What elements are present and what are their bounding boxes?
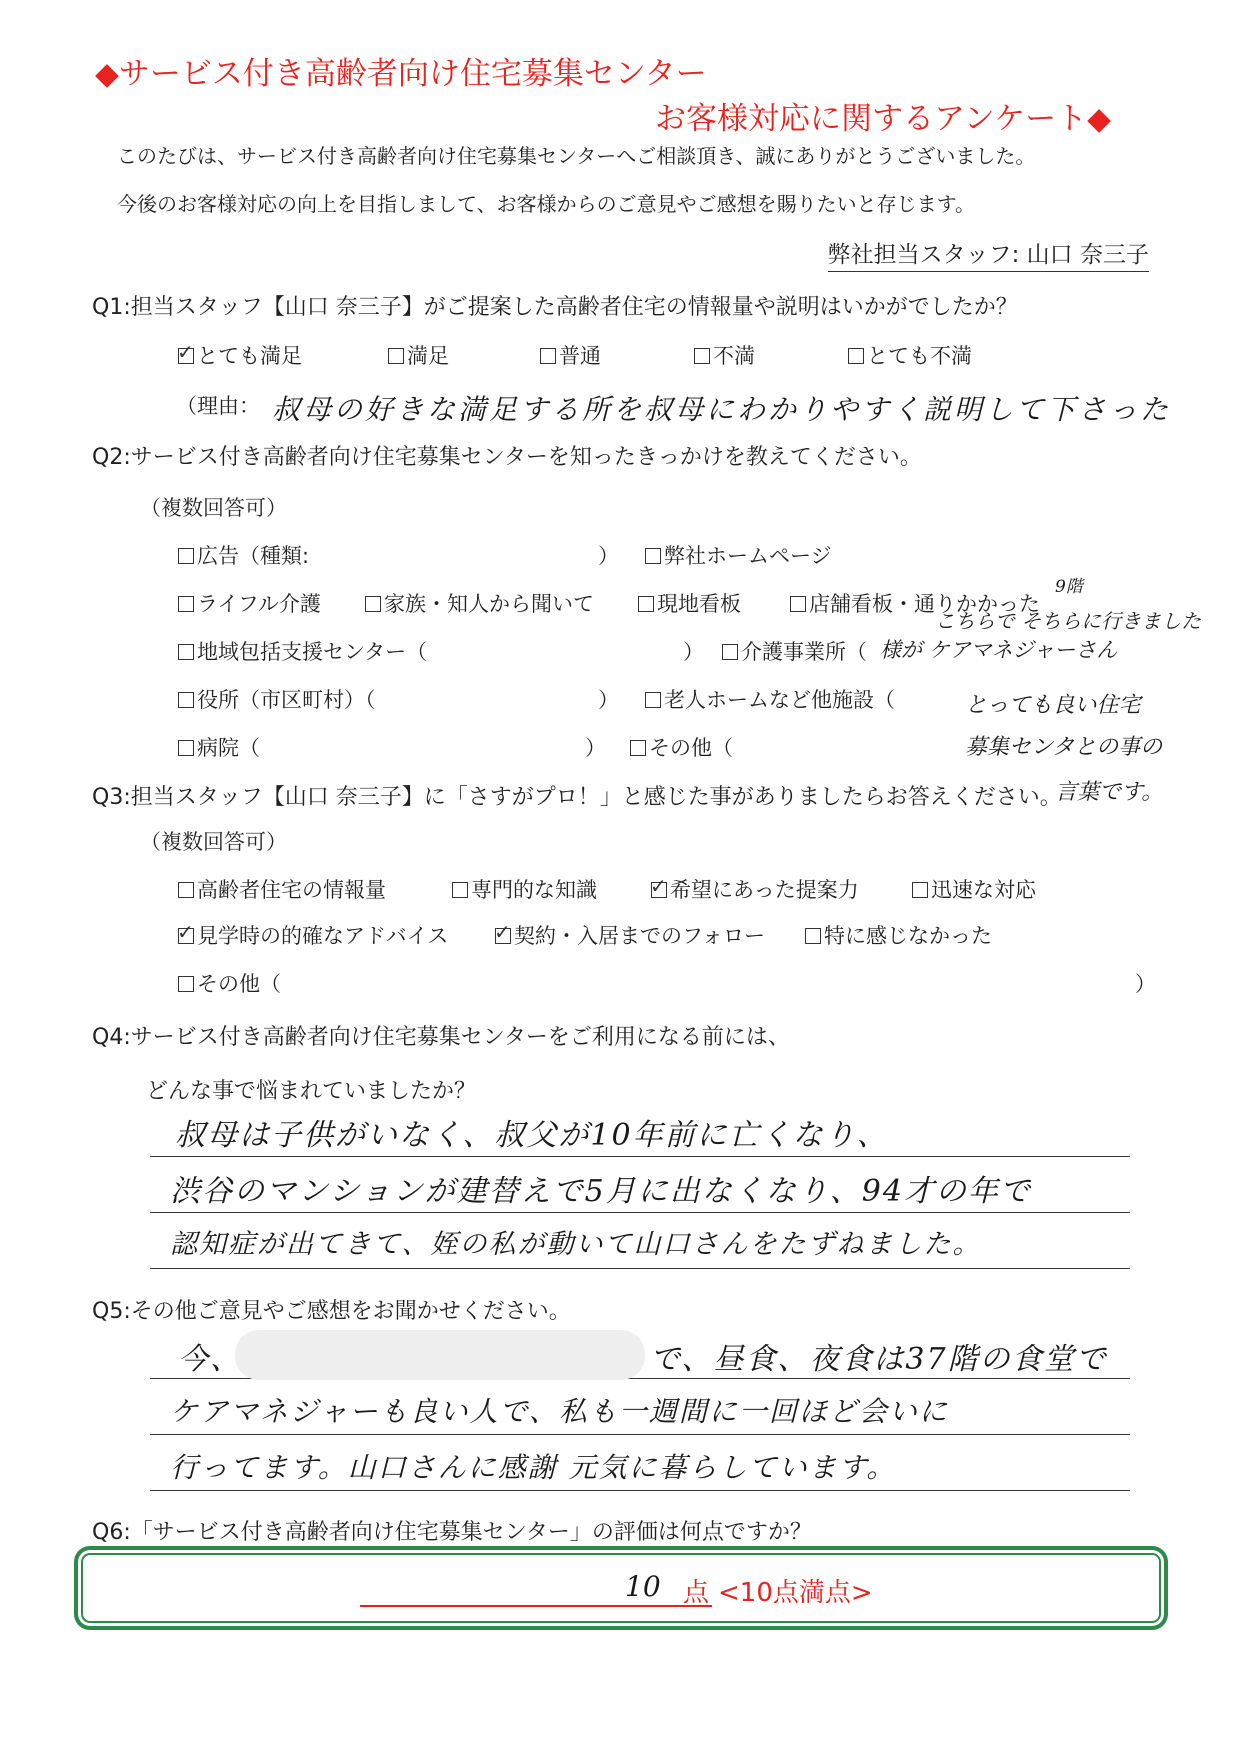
checkbox[interactable] bbox=[645, 548, 661, 564]
check-mark-icon: ✓ bbox=[177, 920, 194, 944]
q2-hospital-close: ） bbox=[585, 736, 606, 760]
q3-option-advice[interactable]: ✓ 見学時の的確なアドバイス bbox=[177, 920, 449, 948]
q2-option-hospital[interactable]: 病院（ bbox=[178, 732, 260, 762]
check-mark-icon: ✓ bbox=[494, 920, 511, 944]
q4-answer-rule-3 bbox=[150, 1268, 1130, 1269]
score-underline bbox=[360, 1605, 712, 1607]
q2-option-city-office[interactable]: 役所（市区町村）（ bbox=[178, 684, 376, 714]
q2-option-elder-home[interactable]: 老人ホームなど他施設（ bbox=[645, 684, 895, 714]
q1-option-satisfied[interactable]: 満足 bbox=[388, 340, 449, 370]
checkbox[interactable] bbox=[178, 548, 194, 564]
q1-reason-label: （理由： bbox=[176, 394, 260, 418]
q2-handwriting-note-1: こちらで そちらに行きました bbox=[935, 609, 1202, 633]
q3-question: Q3:担当スタッフ【山口 奈三子】に「さすがプロ！」と感じた事がありましたらお答えください。 bbox=[92, 785, 1062, 810]
checkbox[interactable] bbox=[178, 882, 194, 898]
checkbox[interactable] bbox=[722, 644, 738, 660]
q3-option-info[interactable]: 高齢者住宅の情報量 bbox=[178, 874, 386, 904]
q1-reason-handwriting: 叔母の好きな満足する所を叔母にわかりやすく説明して下さった bbox=[272, 393, 1172, 426]
score-frame bbox=[74, 1546, 1168, 1630]
q5-answer-rule-2 bbox=[150, 1434, 1130, 1435]
q5-answer-line-3: 行ってます。山口さんに感謝 元気に暮らしています。 bbox=[170, 1451, 897, 1484]
checkbox[interactable] bbox=[452, 882, 468, 898]
check-mark-icon: ✓ bbox=[650, 874, 667, 898]
checkbox-checked[interactable] bbox=[650, 874, 667, 898]
checkbox[interactable] bbox=[388, 348, 404, 364]
q1-option-very-dissatisfied[interactable]: とても不満 bbox=[848, 340, 972, 370]
q2-option-shop-sign[interactable]: 店舗看板・通りかかった bbox=[790, 588, 1040, 618]
check-mark-icon: ✓ bbox=[177, 340, 194, 364]
checkbox-checked[interactable] bbox=[494, 920, 511, 944]
q4-question-line-1: Q4:サービス付き高齢者向け住宅募集センターをご利用になる前には、 bbox=[92, 1025, 790, 1050]
q3-option-other[interactable]: その他（ bbox=[178, 968, 281, 998]
checkbox[interactable] bbox=[178, 644, 194, 660]
q2-option-other[interactable]: その他（ bbox=[630, 732, 733, 762]
checkbox-checked[interactable] bbox=[177, 340, 194, 364]
checkbox[interactable] bbox=[630, 740, 646, 756]
survey-title: ◆サービス付き高齢者向け住宅募集センター bbox=[95, 56, 707, 92]
checkbox[interactable] bbox=[178, 596, 194, 612]
checkbox[interactable] bbox=[848, 348, 864, 364]
q5-answer-line-2: ケアマネジャーも良い人で、私も一週間に一回ほど会いに bbox=[170, 1395, 949, 1428]
q1-option-dissatisfied[interactable]: 不満 bbox=[694, 340, 755, 370]
checkbox[interactable] bbox=[540, 348, 556, 364]
q3-option-proposal[interactable]: ✓ 希望にあった提案力 bbox=[650, 874, 859, 902]
q4-answer-line-2: 渋谷のマンションが建替えで5月に出なくなり、94才の年で bbox=[170, 1174, 1032, 1209]
q3-option-knowledge[interactable]: 専門的な知識 bbox=[452, 874, 597, 904]
checkbox[interactable] bbox=[645, 692, 661, 708]
intro-line-1: このたびは、サービス付き高齢者向け住宅募集センターへご相談頂き、誠にありがとうございました。 bbox=[117, 144, 1036, 168]
checkbox[interactable] bbox=[178, 740, 194, 756]
q2-question: Q2:サービス付き高齢者向け住宅募集センターを知ったきっかけを教えてください。 bbox=[92, 445, 922, 470]
intro-line-2: 今後のお客様対応の向上を目指しまして、お客様からのご意見やご感想を賜りたいと存じます。 bbox=[117, 192, 975, 216]
q1-option-very-satisfied[interactable]: ✓ とても満足 bbox=[177, 340, 302, 368]
q2-option-support-center[interactable]: 地域包括支援センター（ bbox=[178, 636, 427, 666]
q2-ad-close: ） bbox=[598, 544, 619, 568]
checkbox[interactable] bbox=[365, 596, 381, 612]
checkbox[interactable] bbox=[638, 596, 654, 612]
q5-answer-rule-3 bbox=[150, 1490, 1130, 1491]
q2-option-ad[interactable]: 広告（種類: bbox=[178, 540, 309, 570]
q2-option-homepage[interactable]: 弊社ホームページ bbox=[645, 540, 832, 570]
q2-handwriting-note-2: とっても良い住宅 bbox=[965, 693, 1141, 718]
q4-answer-rule-2 bbox=[150, 1212, 1130, 1213]
q3-multi-note: （複数回答可） bbox=[140, 830, 287, 854]
q3-other-close: ） bbox=[1135, 972, 1156, 996]
q4-answer-line-3: 認知症が出てきて、姪の私が動いて山口さんをたずねました。 bbox=[170, 1229, 982, 1260]
redacted-area bbox=[235, 1330, 645, 1380]
q3-option-quick[interactable]: 迅速な対応 bbox=[912, 874, 1036, 904]
q4-answer-line-1: 叔母は子供がいなく、叔父が10年前に亡くなり、 bbox=[175, 1118, 889, 1153]
checkbox[interactable] bbox=[790, 596, 806, 612]
score-max: <10点満点> bbox=[718, 1578, 873, 1608]
q4-question-line-2: どんな事で悩まれていましたか？ bbox=[146, 1079, 477, 1104]
score-unit: 点 bbox=[683, 1578, 710, 1608]
q1-option-normal[interactable]: 普通 bbox=[540, 340, 601, 370]
q2-city-close: ） bbox=[598, 688, 619, 712]
q2-center-close: ） bbox=[683, 640, 704, 664]
q5-answer-line-1b: で、昼食、夜食は37階の食堂で bbox=[650, 1342, 1108, 1377]
q2-option-care-office[interactable]: 介護事業所（ bbox=[722, 636, 867, 666]
q4-answer-rule-1 bbox=[150, 1156, 1130, 1157]
q2-care-office-handwriting: 様が ケアマネジャーさん bbox=[880, 638, 1118, 662]
q3-option-none[interactable]: 特に感じなかった bbox=[805, 920, 992, 950]
q2-handwriting-note-3: 募集センタとの事の bbox=[965, 735, 1163, 760]
q2-handwriting-floor: 9階 bbox=[1055, 577, 1083, 597]
q2-option-lifull[interactable]: ライフル介護 bbox=[178, 588, 321, 618]
checkbox[interactable] bbox=[178, 976, 194, 992]
staff-name: 弊社担当スタッフ: 山口 奈三子 bbox=[828, 236, 1149, 272]
checkbox[interactable] bbox=[178, 692, 194, 708]
q2-option-local-sign[interactable]: 現地看板 bbox=[638, 588, 741, 618]
survey-subtitle: お客様対応に関するアンケート◆ bbox=[655, 101, 1111, 137]
q1-question: Q1:担当スタッフ【山口 奈三子】がご提案した高齢者住宅の情報量や説明はいかがでしたか？ bbox=[92, 295, 1018, 320]
q5-question: Q5:その他ご意見やご感想をお聞かせください。 bbox=[92, 1299, 571, 1324]
checkbox[interactable] bbox=[805, 928, 821, 944]
q5-answer-line-1a: 今、 bbox=[178, 1342, 242, 1377]
checkbox[interactable] bbox=[694, 348, 710, 364]
score-value[interactable]: 10 bbox=[625, 1570, 661, 1603]
q2-handwriting-note-4: 言葉です。 bbox=[1055, 780, 1164, 805]
q6-question: Q6:「サービス付き高齢者向け住宅募集センター」の評価は何点ですか？ bbox=[92, 1520, 812, 1545]
q2-multi-note: （複数回答可） bbox=[140, 496, 287, 520]
q3-option-follow[interactable]: ✓ 契約・入居までのフォロー bbox=[494, 920, 765, 948]
checkbox-checked[interactable] bbox=[177, 920, 194, 944]
checkbox[interactable] bbox=[912, 882, 928, 898]
q2-option-family[interactable]: 家族・知人から聞いて bbox=[365, 588, 594, 618]
